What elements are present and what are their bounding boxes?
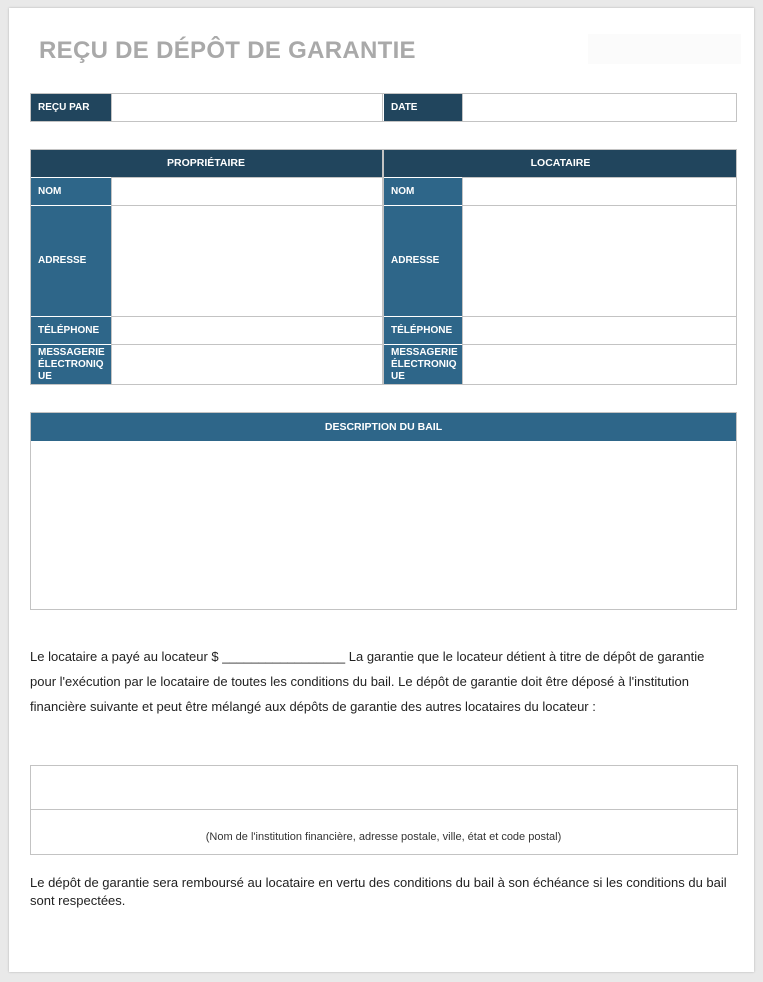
locataire-heading: LOCATAIRE bbox=[384, 149, 737, 177]
proprietaire-nom-label: NOM bbox=[31, 178, 111, 205]
recu-par-field[interactable] bbox=[111, 93, 383, 122]
proprietaire-email-label-line3: UE bbox=[38, 370, 52, 382]
bail-description-field[interactable] bbox=[31, 442, 736, 609]
document-title: REÇU DE DÉPÔT DE GARANTIE bbox=[39, 37, 416, 64]
locataire-telephone-label: TÉLÉPHONE bbox=[384, 317, 462, 344]
locataire-email-label-line2: ÉLECTRONIQ bbox=[391, 358, 457, 370]
recu-par-label: REÇU PAR bbox=[31, 94, 111, 121]
proprietaire-email-label-line2: ÉLECTRONIQ bbox=[38, 358, 104, 370]
proprietaire-email-label-line1: MESSAGERIE bbox=[38, 346, 105, 358]
institution-caption: (Nom de l'institution financière, adresse postale, ville, état et code postal) bbox=[205, 831, 562, 843]
document-page bbox=[9, 8, 754, 972]
locataire-email-label-line3: UE bbox=[391, 370, 405, 382]
logo-placeholder bbox=[588, 34, 741, 64]
proprietaire-adresse-label: ADRESSE bbox=[31, 206, 111, 316]
payment-paragraph: Le locataire a payé au locateur $ _________________ La garantie que le locateur détient à titre de dépôt de garantie pour l'exécution par le locataire de toutes les conditions du bail. Le dépôt de garantie doit être déposé à l'institution financière suivante et peut être mélangé aux dépôts de garantie des autres locataires du locateur : bbox=[30, 649, 705, 714]
refund-paragraph: Le dépôt de garantie sera remboursé au locataire en vertu des conditions du bail à son échéance si les conditions du bail sont respectées. bbox=[30, 875, 727, 908]
date-label: DATE bbox=[384, 94, 462, 121]
locataire-frame bbox=[383, 149, 737, 385]
institution-field[interactable] bbox=[30, 765, 738, 810]
date-field[interactable] bbox=[462, 93, 737, 122]
proprietaire-frame bbox=[30, 149, 383, 385]
locataire-adresse-label: ADRESSE bbox=[384, 206, 462, 316]
proprietaire-telephone-label: TÉLÉPHONE bbox=[31, 317, 111, 344]
proprietaire-heading: PROPRIÉTAIRE bbox=[30, 149, 382, 177]
locataire-email-label-line1: MESSAGERIE bbox=[391, 346, 458, 358]
locataire-nom-label: NOM bbox=[384, 178, 462, 205]
bail-heading: DESCRIPTION DU BAIL bbox=[31, 413, 736, 441]
